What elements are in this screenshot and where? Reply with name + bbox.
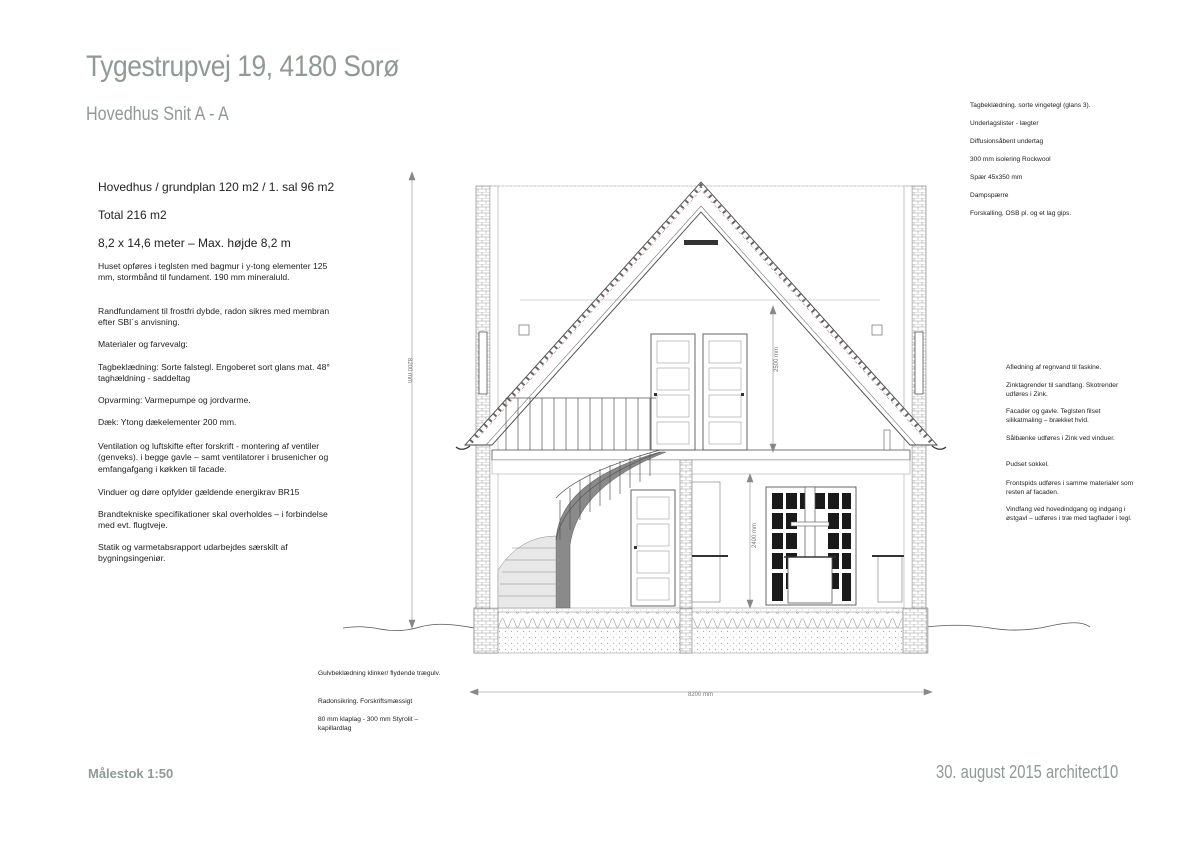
dimensions-line: 8,2 x 14,6 meter – Max. højde 8,2 m	[98, 236, 291, 250]
spec-paragraph-fire: Brandtekniske specifikationer skal overholdes – i forbindelse med evt. flugtveje.	[98, 509, 328, 531]
wall-left-inner	[490, 186, 498, 608]
scale-label: Målestok 1:50	[88, 766, 174, 781]
roof-tiles	[471, 186, 931, 442]
wall-right-inner	[904, 186, 912, 608]
foundation-mid	[680, 608, 692, 653]
upper-door-right	[703, 334, 747, 450]
total-area: Total 216 m2	[98, 208, 167, 222]
upper-door-left	[651, 334, 695, 450]
roof-note: Dampspærre	[970, 192, 1009, 199]
roof-note: Spær 45x350 mm	[970, 174, 1023, 181]
gallery-railing	[506, 398, 656, 450]
foundation-right	[903, 608, 927, 653]
gutter-right	[932, 446, 946, 449]
floor-insulation	[498, 612, 903, 628]
spec-paragraph-foundation: Randfundament til frostfri dybde, radon sikres med membran efter SBI´s anvisning.	[98, 306, 330, 328]
wall-left-outer	[476, 186, 490, 608]
spec-paragraph-roof: Tagbeklædning: Sorte falstegl. Engoberet sort glans mat. 48° taghældning - saddeltag	[98, 362, 330, 384]
spec-paragraph-deck: Dæk: Ytong dækelementer 200 mm.	[98, 417, 237, 427]
wall-note: Afledning af regnvand til faskine.	[1006, 364, 1102, 371]
floor-note: Radonsikring. Forskriftsmæssigt	[318, 698, 413, 705]
wall-note: Sålbænke udføres i Zink ved vinduer.	[1006, 435, 1115, 442]
ground-door	[631, 490, 675, 606]
dim-total-height-label: 8200 mm	[406, 358, 412, 384]
spec-paragraph-heating: Opvarming: Varmepumpe og jordvarme.	[98, 395, 251, 405]
spec-paragraph-ventilation: Ventilation og luftskifte efter forskrift - montering af ventiler (genveks). i begge gavle – samt ventilatorer i brusenicher og emfangafgang i køkken til facade.	[98, 441, 329, 474]
wood-stove	[788, 557, 832, 603]
roof-note: Forskalling, OSB pl. og et lag gips.	[970, 210, 1072, 217]
interior-column	[680, 460, 692, 608]
dim-upper-height-label: 2500 mm	[774, 346, 780, 372]
roof-membrane	[478, 190, 924, 438]
roof-note: 300 mm isolering Rockwool	[970, 156, 1051, 163]
spec-paragraph-statics: Statik og varmetabsrapport udarbejdes særskilt af bygningsingeniør.	[98, 542, 288, 564]
wall-note: Pudset sokkel.	[1006, 461, 1049, 468]
spec-paragraph-materials: Materialer og farvevalg:	[98, 339, 188, 349]
floor-note: 80 mm klaplag - 300 mm Styrolit – kapillardlag	[318, 716, 419, 732]
gutter-left	[456, 446, 470, 449]
date-author: 30. august 2015 architect10	[936, 762, 1119, 782]
roof-left-right	[465, 182, 937, 445]
wall-note: Zinktagrender til sandfang. Skotrender udføres i Zink.	[1006, 382, 1119, 398]
ground-line-left	[343, 624, 474, 630]
roof-note: Tagbeklædning. sorte vingetegl (glans 3).	[970, 102, 1091, 109]
floor-note: Gulvbeklædning klinker/ flydende trægulv.	[318, 670, 441, 677]
roof-note: Diffusionsåbent undertag	[970, 138, 1044, 145]
wall-note: Facader og gavle. Teglsten filset silikatmaling – brækket hvid.	[1006, 408, 1101, 424]
page-title: Tygestrupvej 19, 4180 Sorø	[86, 50, 399, 83]
ground-line-right	[926, 623, 1090, 630]
dim-width-label: 8200 mm	[688, 692, 714, 698]
foundation-left	[474, 608, 498, 653]
spec-paragraph-construction: Huset opføres i teglsten med bagmur i y-tong elementer 125 mm, stormbånd til fundament. 190 mm mineraluld.	[98, 261, 328, 283]
french-window	[766, 487, 856, 605]
wall-note: Frontspids udføres i samme materialer som resten af facaden.	[1006, 480, 1134, 496]
ridge-beam	[684, 240, 718, 245]
roof-note: Underlagslister - lægter	[970, 120, 1039, 127]
wall-note: Vindfang ved hovedindgang og indgang i østgavl – udføres i træ med tagflader i tegl.	[1006, 506, 1132, 522]
upper-deck	[492, 450, 910, 460]
page-subtitle: Hovedhus Snit A - A	[86, 104, 229, 125]
area-line: Hovedhus / grundplan 120 m2 / 1. sal 96 m2	[98, 180, 335, 194]
spec-paragraph-windows: Vinduer og døre opfylder gældende energikrav BR15	[98, 487, 300, 497]
dim-lower-height-label: 2400 mm	[752, 522, 758, 548]
wall-right-outer	[912, 186, 926, 608]
